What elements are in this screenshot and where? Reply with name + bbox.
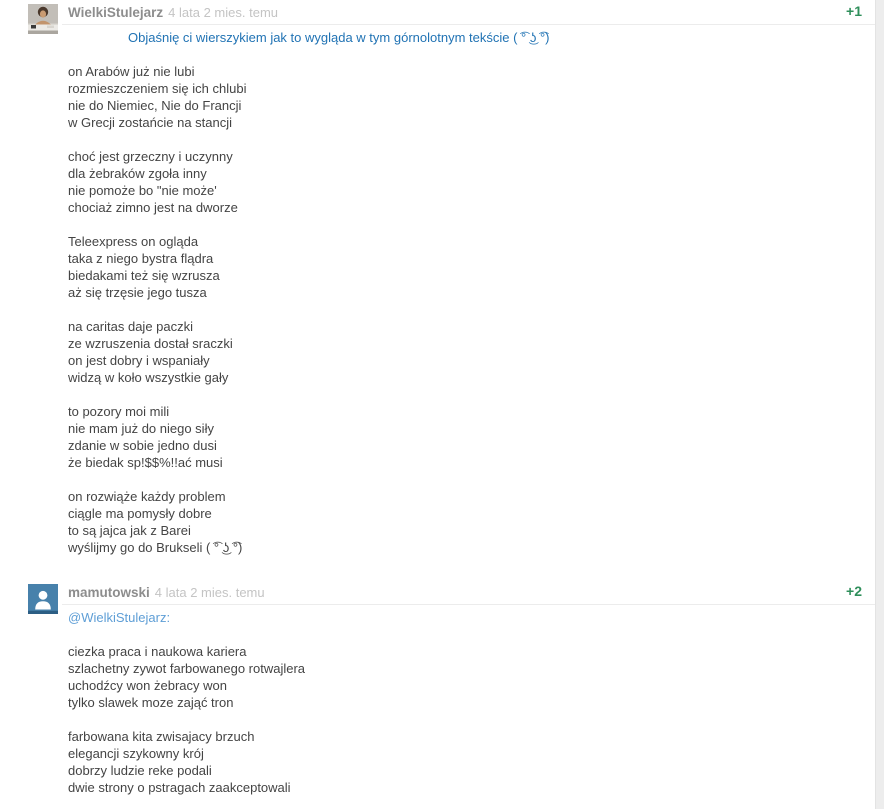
poem-line: uchodźcy won żebracy won: [68, 678, 227, 693]
poem-line: nie pomoże bo "nie może': [68, 183, 217, 198]
poem-line: taka z niego bystra flądra: [68, 251, 214, 266]
poem-line: biedakami też się wzrusza: [68, 268, 220, 283]
avatar-photo: [28, 4, 58, 34]
default-avatar-icon: [28, 584, 58, 614]
comment-header: [62, 0, 876, 25]
scrollbar-track[interactable]: [875, 0, 884, 809]
poem-line: to są jajca jak z Barei: [68, 523, 191, 538]
poem-line: rozmieszczeniem się ich chlubi: [68, 81, 247, 96]
mention-line: [68, 609, 884, 626]
stanza: [68, 643, 884, 711]
poem-line: dobrzy ludzie reke podali: [68, 763, 212, 778]
stanza: [68, 148, 884, 216]
poem-line: ze wzruszenia dostał sraczki: [68, 336, 233, 351]
stanza: [68, 233, 884, 301]
user-avatar[interactable]: [28, 4, 58, 34]
poem-line: wyślijmy go do Brukseli ( ͡° ͜ʖ ͡°): [68, 540, 243, 555]
comment-timestamp: 4 lata 2 mies. temu: [154, 585, 265, 600]
poem-line: szlachetny zywot farbowanego rotwajlera: [68, 661, 306, 676]
comment-timestamp: 4 lata 2 mies. temu: [168, 5, 278, 20]
vote-count[interactable]: +2: [846, 583, 862, 599]
poem-line: nie mam już do niego siły: [68, 421, 214, 436]
poem: [68, 643, 884, 796]
comment-body: [68, 609, 884, 796]
stanza: [68, 403, 884, 471]
username-link[interactable]: mamutowski: [68, 585, 150, 600]
poem-line: nie do Niemiec, Nie do Francji: [68, 98, 242, 113]
poem-line: że biedak sp!$$%!!ać musi: [68, 455, 223, 470]
poem-line: chociaż zimno jest na dworze: [68, 200, 238, 215]
poem-line: on rozwiąże każdy problem: [68, 489, 226, 504]
poem-line: ciągle ma pomysły dobre: [68, 506, 212, 521]
poem-line: dwie strony o pstragach zaakceptowali: [68, 780, 291, 795]
poem-line: aż się trzęsie jego tusza: [68, 285, 207, 300]
poem-line: choć jest grzeczny i uczynny: [68, 149, 233, 164]
username-link[interactable]: WielkiStulejarz: [68, 5, 164, 20]
poem-line: widzą w koło wszystkie gały: [68, 370, 229, 385]
mention-user-link[interactable]: @WielkiStulejarz:: [68, 610, 171, 625]
comment: [0, 580, 884, 796]
poem-line: dla żebraków zgoła inny: [68, 166, 207, 181]
user-avatar[interactable]: [28, 584, 58, 614]
poem-line: on jest dobry i wspaniały: [68, 353, 210, 368]
poem-line: to pozory moi mili: [68, 404, 170, 419]
stanza: [68, 318, 884, 386]
poem-line: on Arabów już nie lubi: [68, 64, 195, 79]
poem: [68, 63, 884, 556]
stanza: [68, 488, 884, 556]
poem-line: elegancji szykowny krój: [68, 746, 204, 761]
vote-count[interactable]: +1: [846, 3, 862, 19]
comment-header: [62, 580, 876, 605]
poem-line: tylko slawek moze zająć tron: [68, 695, 234, 710]
comment-body: [68, 29, 884, 556]
poem-line: Teleexpress on ogląda: [68, 234, 199, 249]
stanza: [68, 728, 884, 796]
poem-line: zdanie w sobie jedno dusi: [68, 438, 217, 453]
poem-line: ciezka praca i naukowa kariera: [68, 644, 247, 659]
comment-intro-text: Objaśnię ci wierszykiem jak to wygląda w tym górnolotnym tekście ( ͡° ͜ʖ ͡°): [128, 30, 550, 45]
poem-line: na caritas daje paczki: [68, 319, 194, 334]
stanza: [68, 63, 884, 131]
poem-line: farbowana kita zwisajacy brzuch: [68, 729, 255, 744]
poem-line: w Grecji zostańcie na stancji: [68, 115, 233, 130]
